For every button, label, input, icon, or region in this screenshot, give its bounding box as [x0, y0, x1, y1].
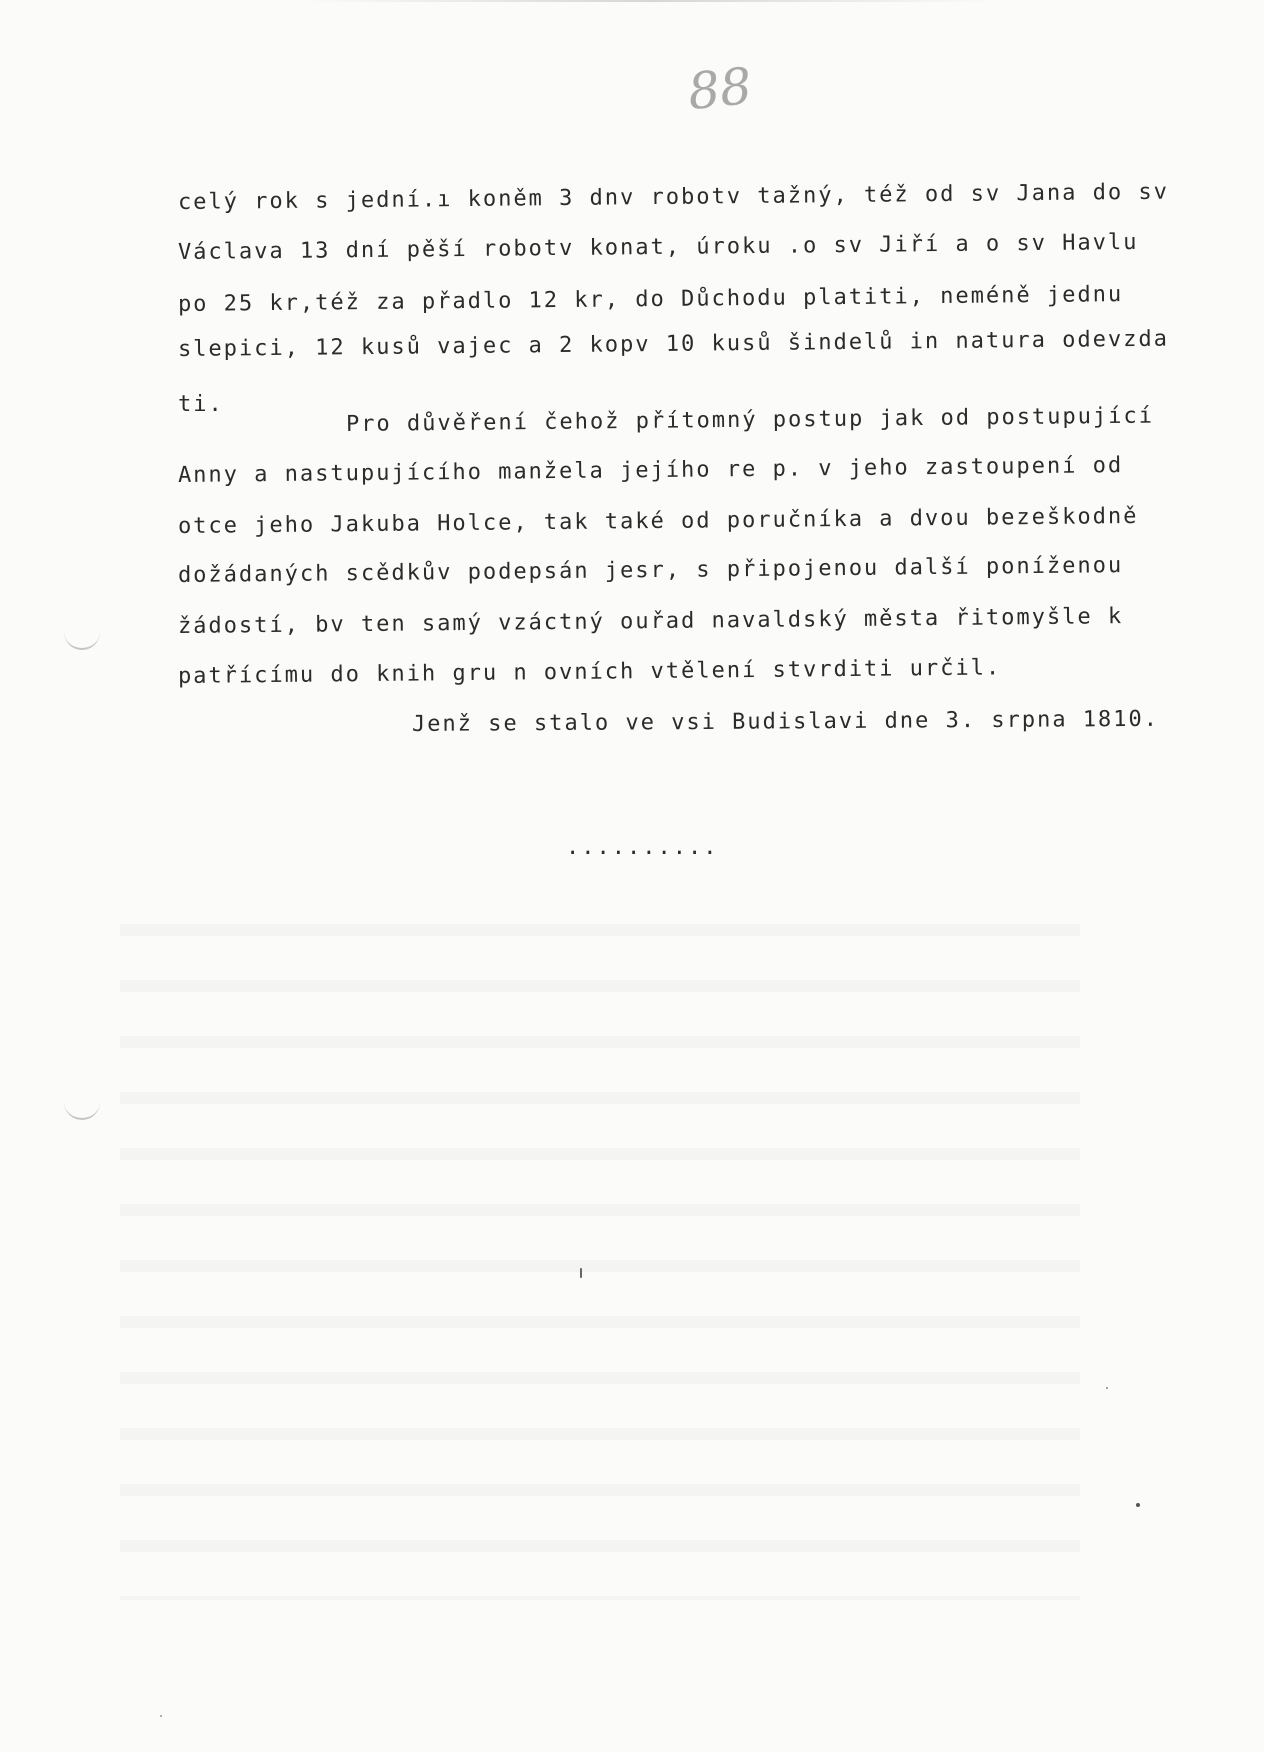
- ink-speck: [1136, 1503, 1140, 1507]
- text-line-11: patřícímu do knih gru n ovních vtělení stvrditi určil.: [177, 655, 1002, 689]
- text-line-1: celý rok s jední.ı koněm 3 dnv robotv tažný, též od sv Jana do sv: [177, 179, 1170, 215]
- handwritten-page-number: 88: [685, 56, 755, 122]
- closing-date-line: Jenž se stalo ve vsi Budislavi dne 3. srpna 1810.: [411, 706, 1160, 737]
- text-line-7: Anny a nastupujícího manžela jejího re p. v jeho zastoupení od: [177, 453, 1124, 488]
- text-line-10: žádostí, bv ten samý vzáctný ouřad navaldský města řitomyšle k: [177, 604, 1124, 639]
- ink-speck: [160, 1715, 162, 1717]
- text-line-5: ti.: [178, 392, 224, 417]
- show-through-shadow: [120, 880, 1080, 1600]
- dotted-divider: ..........: [566, 835, 719, 860]
- text-line-8: otce jeho Jakuba Holce, tak také od poručníka a dvou bezeškodně: [177, 503, 1139, 539]
- text-line-9: dožádaných scědkův podepsán jesr, s připojenou další poníženou: [177, 553, 1124, 588]
- text-line-2: Václava 13 dní pěší robotv konat, úroku .o sv Jiří a o sv Havlu: [177, 229, 1139, 265]
- punch-hole-mark: [64, 630, 100, 650]
- ink-speck: [580, 1268, 582, 1278]
- ink-speck: [1106, 1387, 1108, 1389]
- text-line-6: Pro důvěření čehož přítomný postup jak od postupující: [345, 403, 1155, 437]
- text-line-3: po 25 kr,též za přadlo 12 kr, do Důchodu platiti, neméně jednu: [177, 282, 1124, 317]
- scan-edge: [300, 0, 1000, 2]
- punch-hole-mark: [64, 1100, 100, 1120]
- text-line-4: slepici, 12 kusů vajec a 2 kopv 10 kusů šindelů in natura odevzda: [177, 326, 1170, 362]
